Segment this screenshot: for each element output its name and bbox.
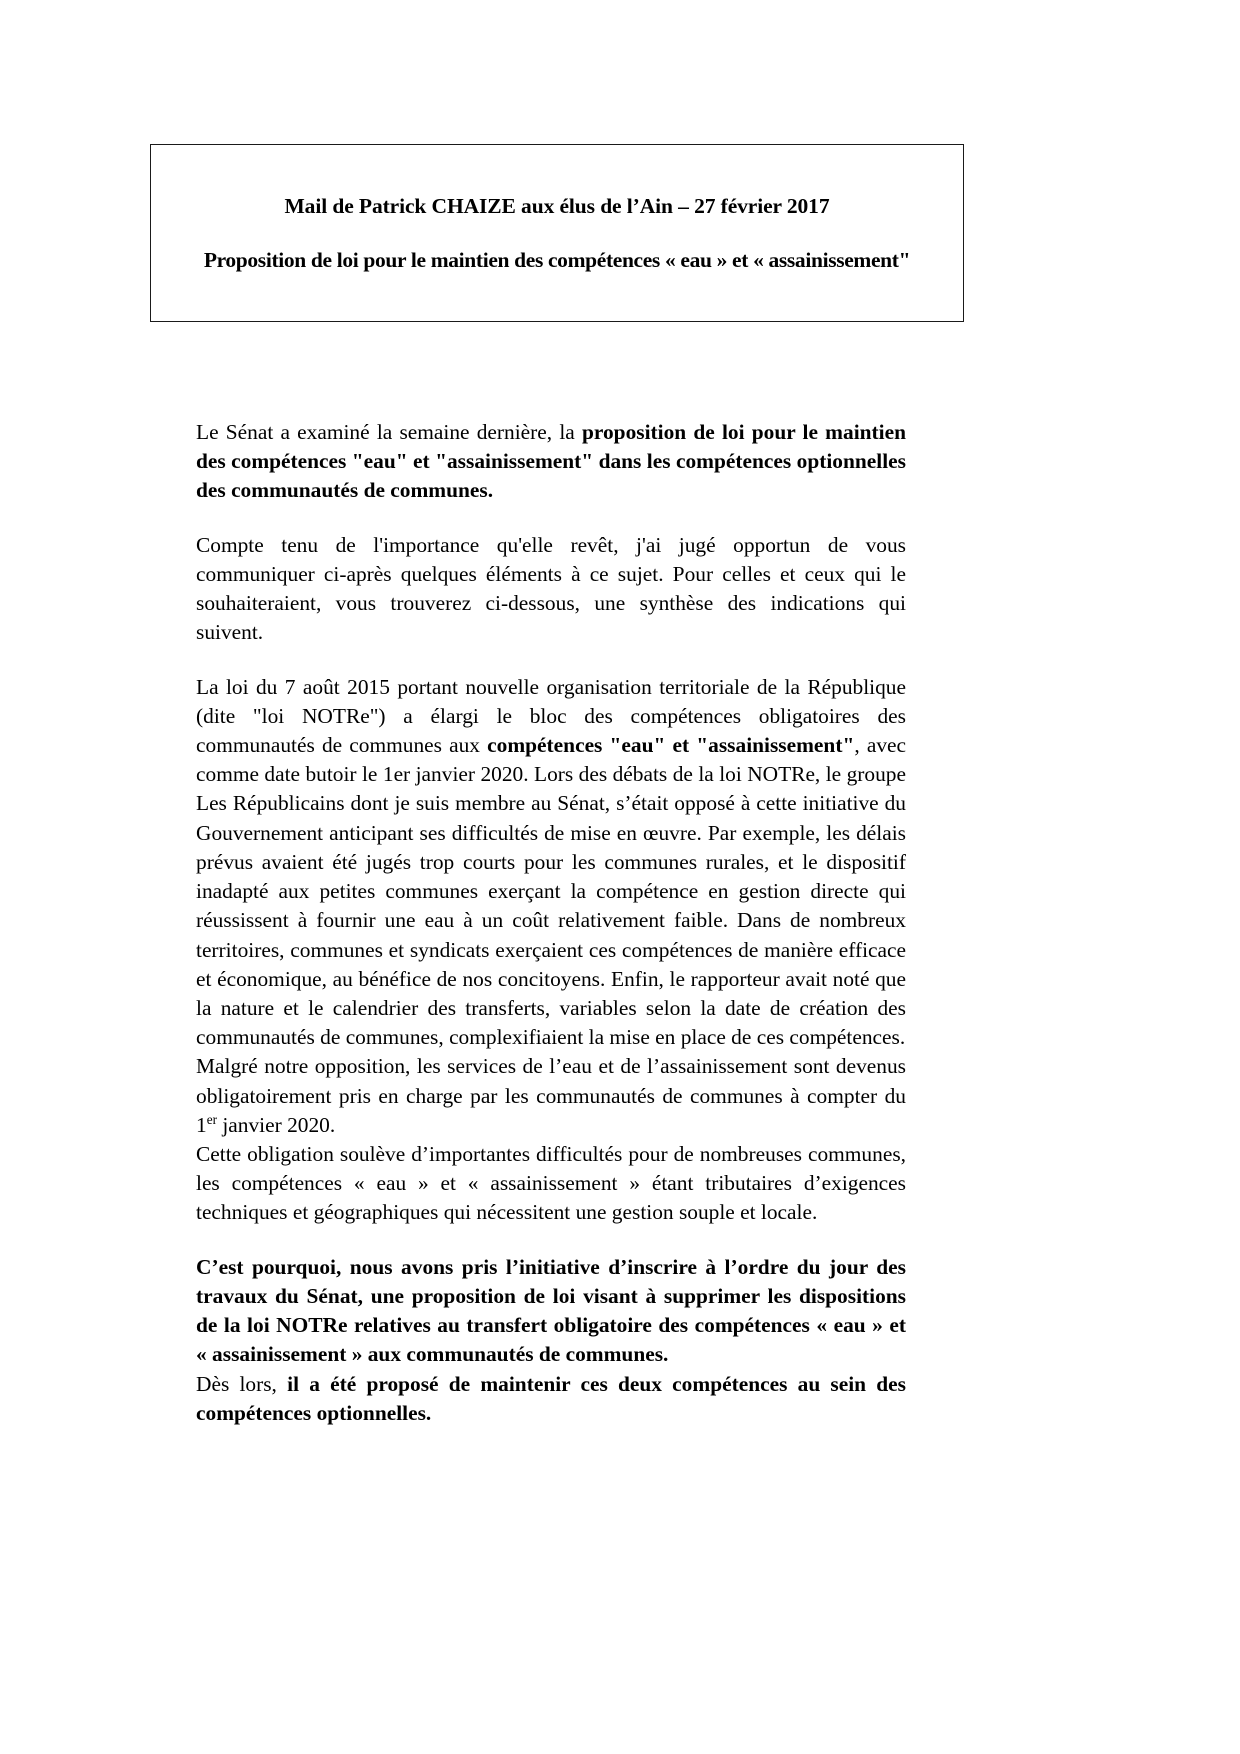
paragraph-3-bold: compétences "eau" et "assainissement" — [487, 732, 855, 757]
paragraph-4-part-a: Malgré notre opposition, les services de l’eau et de l’assainissement sont devenus obligatoirement pris en charge par les communautés de communes à compter du 1 — [196, 1054, 906, 1137]
title-box-inner — [151, 145, 963, 274]
paragraph-1-lead: Le Sénat a examiné la semaine dernière, la — [196, 420, 582, 444]
paragraph-7 — [196, 1370, 906, 1428]
paragraph-3-part-b: , avec comme date butoir le 1er janvier 2020. Lors des débats de la loi NOTRe, le groupe Les Républicains dont je suis membre au Sénat, s’était opposé à cette initiative du Gouvernement anticipant ses difficultés de mise en œuvre. Par exemple, les délais prévus avaient été jugés trop courts pour les communes rurales, et le dispositif inadapté aux petites communes exerçant la compétence en gestion directe qui réussissent à fournir une eau à un coût relativement faible. Dans de nombreux territoires, communes et syndicats exerçaient ces compétences de manière efficace et économique, au bénéfice de nos concitoyens. Enfin, le rapporteur avait noté que la nature et le calendrier des transferts, variables selon la date de création des communautés de communes, complexifiaient la mise en place de ces compétences. — [196, 732, 907, 1050]
paragraph-6-bold: C’est pourquoi, nous avons pris l’initiative d’inscrire à l’ordre du jour des travaux du Sénat, une proposition de loi visant à supprimer les dispositions de la loi NOTRe relatives au transfert obligatoire des compétences « eau » et « assainissement » aux communautés de communes. — [196, 1254, 906, 1367]
paragraph-4-superscript: er — [206, 1111, 217, 1127]
document-title-line-2: Proposition de loi pour le maintien des compétences « eau » et « assainissement" — [203, 247, 911, 272]
paragraph-7-lead: Dès lors, — [196, 1371, 288, 1396]
paragraph-5: Cette obligation soulève d’importantes difficultés pour de nombreuses communes, les compétences « eau » et « assainissement » étant tributaires d’exigences techniques et géographiques qui nécessitent une gestion souple et locale. — [196, 1142, 906, 1225]
document-title-line-1: Mail de Patrick CHAIZE aux élus de l’Ain – 27 février 2017 — [284, 194, 830, 218]
paragraph-2: Compte tenu de l'importance qu'elle revêt, j'ai jugé opportun de vous communiquer ci-après quelques éléments à ce sujet. Pour celles et ceux qui le souhaiteraient, vous trouverez ci-dessous, une synthèse des indications qui suivent. — [196, 532, 906, 645]
paragraph-6 — [196, 1253, 906, 1370]
paragraph-1-bold: proposition de loi pour le maintien des compétences "eau" et "assainissement" dans les compétences optionnelles des communautés de communes. — [196, 420, 906, 503]
title-box — [150, 144, 964, 322]
paragraph-4 — [196, 1052, 906, 1140]
document-body — [196, 418, 906, 1428]
paragraph-1 — [196, 418, 906, 506]
paragraph-3 — [196, 673, 906, 1053]
paragraph-7-bold: il a été proposé de maintenir ces deux compétences au sein des compétences optionnelles. — [196, 1371, 906, 1425]
paragraph-4-part-b: janvier 2020. — [217, 1112, 336, 1137]
paragraph-3-part-a: La loi du 7 août 2015 portant nouvelle organisation territoriale de la République (dite "loi NOTRe") a élargi le bloc des compétences obligatoires des communautés de communes aux — [196, 674, 906, 757]
